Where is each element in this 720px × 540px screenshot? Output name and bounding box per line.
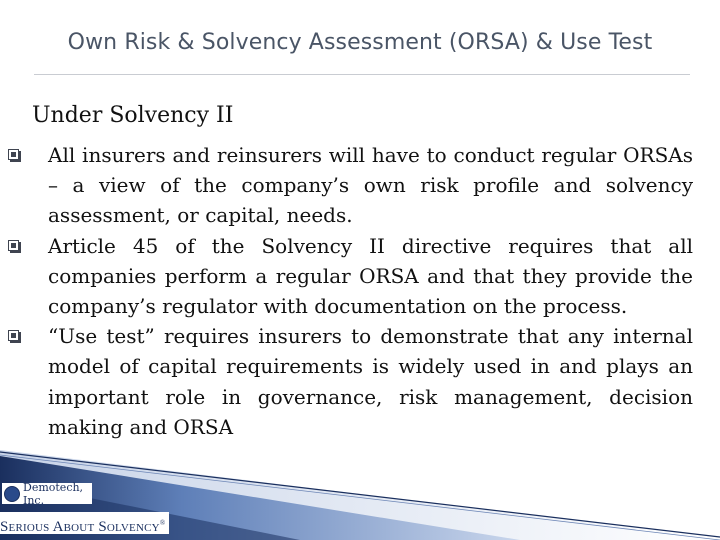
tagline (0, 512, 169, 534)
subheading: Under Solvency II (32, 103, 234, 128)
tagline-text: Serious About Solvency (0, 519, 160, 535)
square-bullet-icon (8, 330, 19, 341)
bullet-item (48, 140, 693, 231)
registered-mark: ® (159, 519, 166, 527)
bullet-text: All insurers and reinsurers will have to conduct regular ORSAs – a view of the company’s own risk profile and solvency assessment, or capital, needs. (48, 143, 693, 228)
globe-icon (4, 486, 20, 502)
square-bullet-icon (8, 149, 19, 160)
logo-text: Demotech, Inc. (23, 480, 84, 507)
bullet-item (48, 321, 693, 442)
square-bullet-icon (8, 240, 19, 251)
title-divider (34, 74, 690, 75)
company-logo (2, 480, 92, 507)
bullet-text: Article 45 of the Solvency II directive requires that all companies perform a regular ORSA and that they provide the company’s regulator with documentation on the process. (48, 233, 693, 319)
bullet-item (48, 231, 693, 322)
slide-title: Own Risk & Solvency Assessment (ORSA) & Use Test (67, 30, 653, 55)
bullet-text: “Use test” requires insurers to demonstrate that any internal model of capital requirements is widely used in and plays an important role in governance, risk management, decision making and ORSA (48, 324, 693, 439)
bullet-list (48, 140, 693, 442)
